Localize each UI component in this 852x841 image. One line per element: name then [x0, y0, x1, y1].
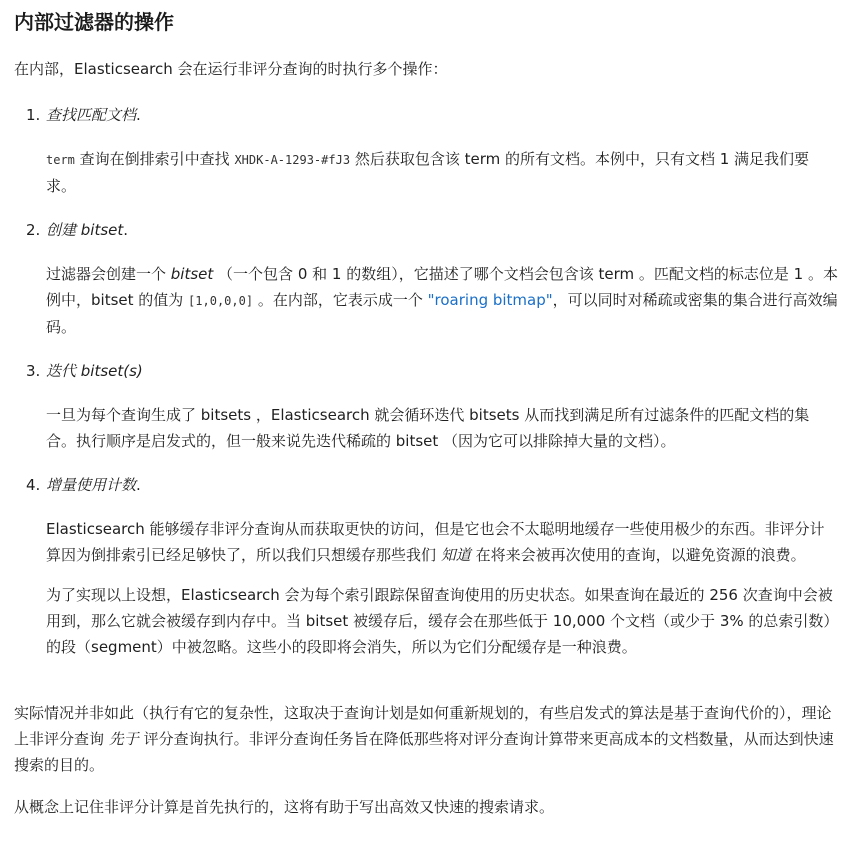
- step-2-title: [46, 217, 128, 243]
- step-4-text-1: Elasticsearch 能够缓存非评分查询从而获取更快的访问，但是它也会不太聪明地缓存一些使用极少的东西。非评分计算因为倒排索引已经足够快了，所以我们只想缓存那些我们: [46, 520, 825, 564]
- step-1-title-text: 查找匹配文档: [46, 106, 137, 124]
- step-1-header: [26, 102, 838, 128]
- term-code: term: [46, 153, 75, 167]
- roaring-bitmap-link[interactable]: "roaring bitmap": [427, 291, 553, 309]
- before-emphasis: 先于: [108, 730, 139, 748]
- step-2-header: [26, 217, 838, 243]
- steps-list: [14, 102, 838, 660]
- step-2-title-text: 创建 bitset: [46, 221, 124, 239]
- step-1-body: [46, 146, 838, 199]
- step-2-title-suffix: .: [123, 221, 129, 239]
- step-2-paragraph: [46, 261, 838, 340]
- step-4-title-text: 增量使用计数: [46, 476, 137, 494]
- step-1-text-1: 查询在倒排索引中查找: [74, 150, 235, 168]
- step-2-text-3: 。在内部，它表示成一个: [253, 291, 428, 309]
- bitset-value-code: [1,0,0,0]: [188, 294, 254, 308]
- step-3-paragraph: 一旦为每个查询生成了 bitsets ，Elasticsearch 就会循环迭代 bitsets 从而找到满足所有过滤条件的匹配文档的集合。执行顺序是启发式的，但一般来说先迭代稀疏的 bitset （因为它可以排除掉大量的文档）。: [46, 406, 810, 450]
- section-heading: 内部过滤器的操作: [14, 10, 174, 34]
- step-2-body: [46, 261, 838, 340]
- step-1-title: [46, 102, 141, 128]
- bitset-emphasis: bitset: [170, 265, 214, 283]
- step-3-title-text: 迭代 bitset(s): [46, 362, 143, 380]
- outro-paragraph-2: 从概念上记住非评分计算是首先执行的，这将有助于写出高效又快速的搜索请求。: [14, 798, 555, 816]
- step-4-paragraph-1: [46, 516, 838, 568]
- outro-paragraph-1: [14, 700, 838, 778]
- step-3-body: [46, 402, 838, 454]
- step-3-title: [46, 358, 143, 384]
- step-4-number: 4.: [26, 476, 41, 494]
- step-3-number: 3.: [26, 362, 41, 380]
- know-emphasis: 知道: [440, 546, 471, 564]
- step-2-text-2: （一个包含 0 和 1 的数组），它描述了哪个文档会包含该 term 。匹配文档的标志位是 1 。本例中，bitset 的值为: [46, 265, 838, 309]
- outro-1-text-2: 评分查询执行。非评分查询任务旨在降低那些将对评分查询计算带来更高成本的文档数量，从而达到快速搜索的目的。: [14, 730, 834, 774]
- step-1-text-2: 然后获取包含该 term 的所有文档。本例中，只有文档 1 满足我们要求。: [46, 150, 810, 195]
- step-4-title-suffix: .: [136, 476, 141, 494]
- step-1-paragraph: [46, 146, 838, 199]
- step-1-number: 1.: [26, 106, 41, 124]
- step-4-text-2: 在将来会被再次使用的查询，以避免资源的浪费。: [470, 546, 806, 564]
- outro-1-text-1: 实际情况并非如此（执行有它的复杂性，这取决于查询计划是如何重新规划的，有些启发式的算法是基于查询代价的），理论上非评分查询: [14, 704, 832, 748]
- step-2: [14, 217, 838, 340]
- step-3-header: [26, 358, 838, 384]
- step-4-body: [46, 516, 838, 660]
- step-4: [14, 472, 838, 660]
- step-2-number: 2.: [26, 221, 41, 239]
- step-4-header: [26, 472, 838, 498]
- term-value-code: XHDK-A-1293-#fJ3: [234, 153, 351, 167]
- step-3: [14, 358, 838, 454]
- step-2-text-4: ，可以同时对稀疏或密集的集合进行高效编码。: [46, 291, 838, 336]
- step-1-title-suffix: .: [136, 106, 141, 124]
- intro-paragraph: 在内部，Elasticsearch 会在运行非评分查询的时执行多个操作：: [14, 60, 448, 78]
- step-4-paragraph-2: 为了实现以上设想，Elasticsearch 会为每个索引跟踪保留查询使用的历史状态。如果查询在最近的 256 次查询中会被用到，那么它就会被缓存到内存中。当 bitset 被缓存后，缓存会在那些低于 10,000 个文档（或少于 3% 的总索引数）的段（segment）中被忽略。这些小的段即将会消失，所以为它们分配缓存是一种浪费。: [46, 586, 833, 656]
- step-1: [14, 102, 838, 199]
- step-4-title: [46, 472, 141, 498]
- step-2-text-1: 过滤器会创建一个: [46, 265, 171, 283]
